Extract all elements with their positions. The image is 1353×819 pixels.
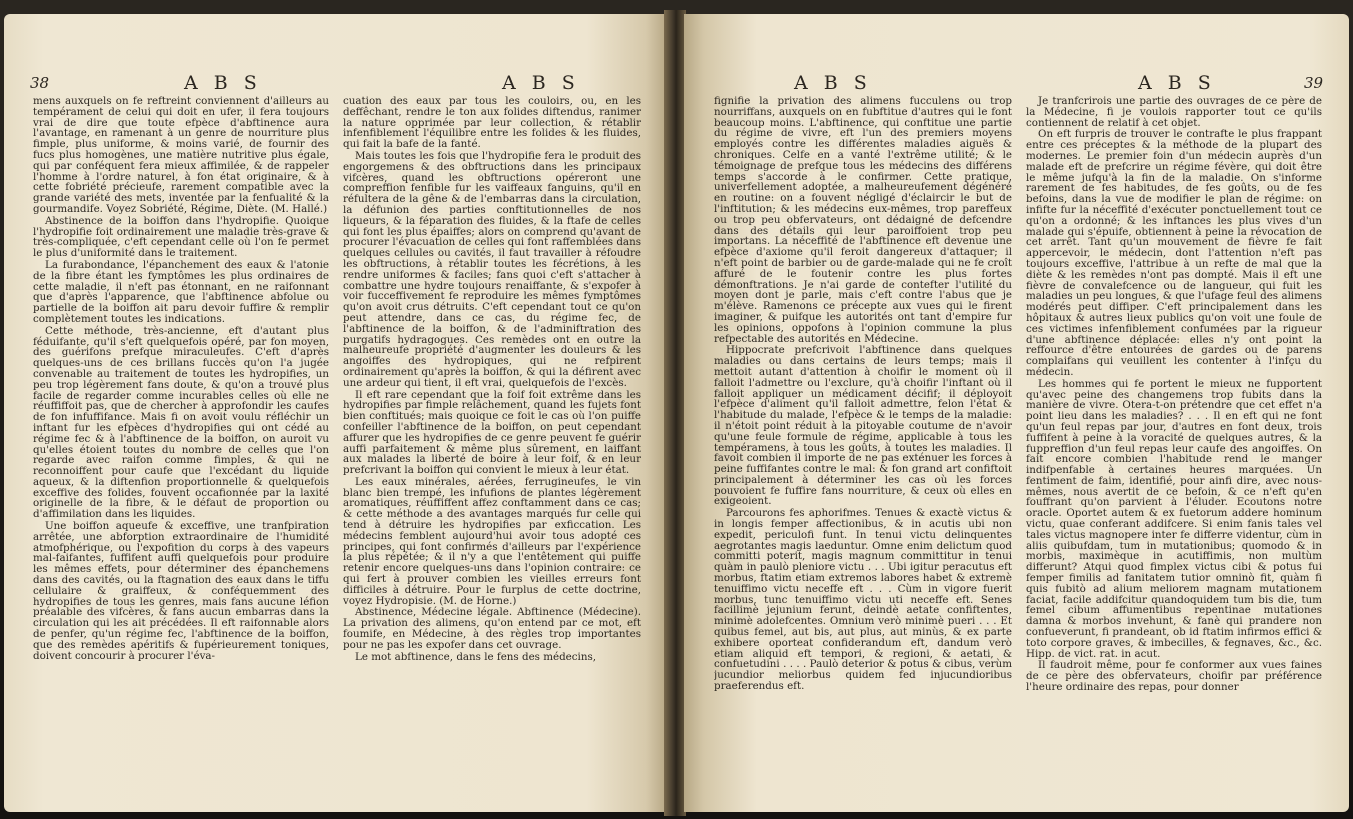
paragraph: Abstinence, Médecine légale. Abftinence (Médecine). La privation des alimens, qu'on entend par ce mot, eft foumife, en Médecine, à des règles trop importantes pour ne pas les expofer dans cet ouvrage.	[343, 606, 641, 651]
right-page	[684, 14, 1349, 812]
paragraph: Je tranfcrirois une partie des ouvrages de ce père de la Médecine, fi je voulois rapporter tout ce qu'ils contiennent de relatif à cet objet.	[1026, 96, 1322, 129]
right-page-column-1	[714, 96, 1012, 812]
running-head-left-2: A B S	[502, 72, 580, 94]
left-page-column-2	[343, 96, 641, 812]
paragraph: Le mot abftinence, dans le fens des médecins,	[355, 650, 597, 663]
right-page-column-2	[1026, 96, 1322, 812]
paragraph: Mais toutes les fois que l'hydropifie fera le produit des engorgemens & des obftructions dans les principaux vifcères, quand les obftructions opéreront une compreffion fenfible fur les vaiffeaux fanguins, qu'il en réfultera de la gêne & de l'embarras dans la circulation, la défunion des parties conftitutionnelles de nos liqueurs, & la féparation des fluides, & la ftafe de celles qui font les plus épaiffes; alors on comprend qu'avant de procurer l'évacuation de celles qui font raffemblées dans quelques cellules ou cavités, il faut travailler à réfoudre les obftructions, à rétablir toutes les fécrétions, à les rendre uniformes & faciles; fans quoi c'eft s'attacher à combattre une hydre toujours renaiffante, & s'expofer à voir fucceffivement fe reproduire les mêmes fymptômes qu'on avoit crus détruits. C'eft cependant tout ce qu'on peut attendre, dans ce cas, du régime fec, de l'abftinence de la boiffon, & de l'adminiftration des purgatifs hydragogues. Ces remèdes ont en outre la malheureufe propriété d'augmenter les douleurs & les angoiffes des hydropiques, qui ne refpirent ordinairement qu'après la boiffon, & qui la défirent avec une ardeur qui tient, il eft vrai, quelquefois de l'excès.	[343, 149, 641, 389]
running-head-right-2: A B S	[1138, 72, 1216, 94]
paragraph: fignifie la privation des alimens fucculens ou trop nourriffans, auxquels on en fubftitue d'autres qui le font beaucoup moins. L'abftinence, qui conftitue une partie du régime de vivre, eft l'un des premiers moyens employés contre les différentes maladies aiguës & chroniques. Celfe en a vanté l'extrême utilité; & le témoignage de prefque tous les médecins des différens temps s'accorde à le confirmer. Cette pratique, univerfellement adoptée, a malheureufement dégénéré en routine: on a fouvent négligé d'éclaircir le but de l'inftitution; & les médecins eux-mêmes, trop pareffeux ou trop peu obfervateurs, ont dédaigné de defcendre dans des détails qui leur paroiffoient trop peu importans. La néceffité de l'abftinence eft devenue une efpèce d'axiome qu'il feroit dangereux d'attaquer; il n'eft point de barbier ou de garde-malade qui ne fe croît affuré de le foutenir contre les plus fortes démonftrations. Je n'ai garde de contefter l'utilité du moyen dont je parle, mais c'eft contre l'abus que je m'élève. Ramenons ce précepte aux vues qui le firent imaginer, & puifque les autorités ont tant d'empire fur les opinions, oppofons à l'opinion commune la plus refpectable des autorités en Médecine.	[714, 96, 1012, 345]
paragraph: Hippocrate prefcrivoit l'abftinence dans quelques maladies ou dans certains de leurs temps; mais il mettoit autant d'attention à choifir le moment où il falloit l'admettre ou l'exclure, qu'à choifir l'inftant où il falloit appliquer un médicament décifif; il déployoit l'efpèce d'aliment qu'il falloit admettre, felon l'état & l'habitude du malade, l'efpèce & le temps de la maladie: il n'étoit point réduit à la pitoyable coutume de n'avoir qu'une feule formule de régime, applicable à tous les tempéramens, à tous les goûts, à toutes les maladies. Il favoit combien il importe de ne pas exténuer les forces à peine fuffifantes contre le mal: & fon grand art confiftoit principalement à déterminer les cas où les forces pouvoient fe fuffire fans nourriture, & ceux où elles en exigeoient.	[714, 344, 1012, 508]
page-number-right: 39	[1304, 74, 1324, 92]
paragraph: La furabondance, l'épanchement des eaux & l'atonie de la fibre étant les fymptômes les plus ordinaires de cette maladie, il n'eft pas étonnant, en ne raifonnant que d'après l'apparence, que l'abftinence abfolue ou partielle de la boiffon ait paru devoir fuffire & remplir complètement toutes les indications.	[33, 258, 329, 325]
running-head-right-1: A B S	[794, 72, 872, 94]
paragraph: Il faudroit même, pour fe conformer aux vues faines de ce père des obfervateurs, choifir par préférence l'heure ordinaire des repas, pour donner	[1026, 659, 1322, 694]
left-page-column-1	[33, 96, 329, 812]
book-gutter	[664, 10, 686, 816]
page-number-left: 38	[30, 74, 50, 92]
left-page	[4, 14, 666, 812]
paragraph: Les eaux minérales, aérées, ferrugineufes, le vin blanc bien trempé, les infufions de plantes légèrement aromatiques, réuffiffent affez conftamment dans ce cas; & cette méthode a des avantages marqués fur celle qui tend à détruire les hydropifies par exficcation. Les médecins femblent aujourd'hui avoir tous adopté ces principes, qui font confirmés d'ailleurs par l'expérience la plus répétée; & il n'y a que l'entêtement qui puiffe retenir encore quelques-uns dans l'opinion contraire: ce qui fert à prouver combien les vieilles erreurs font difficiles à détruire. Pour le furplus de cette doctrine, voyez Hydropisie. (M. de Horne.)	[343, 475, 641, 607]
paragraph: Une boiffon aqueufe & exceffive, une tranfpiration arrêtée, une abforption extraordinaire de l'humidité atmofphérique, ou l'expofition du corps à des vapeurs mal-faifantes, fuffifent auffi quelquefois pour produire les mêmes effets, pour déterminer des épanchemens dans des cavités, ou la ftagnation des eaux dans le tiffu cellulaire & graiffeux, & conféquemment des hydropifies de tous les genres, mais fans aucune léfion préalable des vifcères, & fans aucun embarras dans la circulation qui les ait précédées. Il eft raifonnable alors de penfer, qu'un régime fec, l'abftinence de la boiffon, que des remèdes apéritifs & fupérieurement toniques, doivent concourir à procurer l'éva-	[33, 520, 329, 662]
running-head-left-1: A B S	[184, 72, 262, 94]
paragraph: Cette méthode, très-ancienne, eft d'autant plus féduifante, qu'il s'eft quelquefois opéré, par fon moyen, des guérifons prefque miraculeufes. C'eft d'après quelques-uns de ces brillans fuccès qu'on l'a jugée convenable au traitement de toutes les hydropifies, un peu trop légèrement fans doute, & qu'on a trouvé plus facile de regarder comme incurables celles où elle ne réuffiffoit pas, que de chercher à approfondir les caufes de fon infuffifance. Mais fi on avoit voulu réfléchir un inftant fur les efpèces d'hydropifies qui ont cédé au régime fec & à l'abftinence de la boiffon, on auroit vu qu'elles étoient toutes du nombre de celles que l'on regarde avec raifon comme fimples, & qui ne reconnoiffent pour caufe que l'excédant du liquide aqueux, & la diftenfion proportionnelle & quelquefois exceffive des folides, fouvent occafionnée par la laxité originelle de la fibre, & le défaut de proportion ou d'affimilation dans les liquides.	[33, 324, 329, 521]
paragraph: Il eft rare cependant que la foif foit extrême dans les hydropifies par fimple relâchement, quand les fujets font bien conftitués; mais quoique ce foit le cas où l'on puiffe confeiller l'abftinence de la boiffon, on peut cependant affurer que les hydropifies de ce genre peuvent fe guérir auffi parfaitement & même plus sûrement, en laiffant aux malades la liberté de boire à leur foif, & en leur prefcrivant la boiffon qui convient le mieux à leur état.	[343, 388, 641, 477]
paragraph: Les hommes qui fe portent le mieux ne fupportent qu'avec peine des changemens trop fubits dans la manière de vivre. Otera-t-on prétendre que cet effet n'a point lieu dans les maladies? . . . Il en eft qui ne font qu'un feul repas par jour, d'autres en font deux, trois fuffifent à peine à la voracité de quelques autres, & la fuppreffion d'un feul repas leur caufe des angoiffes. On fait encore combien l'habitude rend le manger indifpenfable à certaines heures marquées. Un fentiment de faim, identifié, pour ainfi dire, avec nous-mêmes, nous avertit de ce befoin, & ce n'eft qu'en fouffrant qu'on parvient à l'éluder. Ecoutons notre oracle. Oportet autem & ex fuetorum addere hominum victu, quae conferant addifcere. Si enim fanis tales vel tales victus magnopere inter fe differre videntur, cùm in aliis quibufdam, tum in mutationibus; quomodo & in morbis, maximèque in acutiffimis, non multùm differunt? Atqui quod fimplex victus cibi & potus fui femper fimilis ad fanitatem tutior omninò fit, quàm fi quis fubitò ad alium meliorem magnam mutationem faciat, facile addifcitur quandoquidem tum bis die, tum femel cibum affumentibus repentinae mutationes damna & morbos invehunt, & fanè qui prandere non confueverunt, fi prandeant, ob id ftatim infirmos effici & toto corpore graves, & imbecilles, & fegnaves, &c., &c. Hipp. de vict. rat. in acut.	[1026, 377, 1322, 660]
paragraph: Parcourons fes aphorifmes. Tenues & exactè victus & in longis femper affectionibus, & in acutis ubi non expedit, periculofi funt. In tenui victu delinquentes aegrotantes magis laeduntur. Omne enim delictum quod committi poterit, magis magnum committitur in tenui quàm in paulò pleniore victu . . . Ubi igitur peracutus eft morbus, ftatim etiam extremos labores habet & extremè tenuiffimo victu neceffe eft . . . Cùm in vigore fuerit morbus, tunc tenuiffimo victu uti neceffe eft. Senes facillimè jejunium ferunt, deindè aetate confiftentes, minimè adolefcentes. Omnium verò minimè pueri . . . Et quibus femel, aut bis, aut plus, aut minùs, & ex parte exhibere oporteat confiderandum eft, dandum verò etiam aliquid eft tempori, & regioni, & aetati, & confuetudini . . . . Paulò deterior & potus & cibus, verùm jucundior meliorbus quidem fed injucundioribus praeferendus eft.	[714, 507, 1012, 693]
paragraph: Abstinence de la boiffon dans l'hydropifie. Quoique l'hydropifie foit ordinairement une maladie très-grave & très-compliquée, c'eft cependant celle où l'on fe permet le plus d'uniformité dans le traitement.	[33, 214, 329, 260]
paragraph: cuation des eaux par tous les couloirs, ou, en les deffêchant, rendre le ton aux folides diftendus, ranimer la nature opprimée par leur collection, & rétablir infenfiblement l'équilibre entre les folides & les fluides, qui fait la bafe de la fanté.	[343, 96, 641, 151]
paragraph: On eft furpris de trouver le contrafte le plus frappant entre ces préceptes & la méthode de la plupart des modernes. Le premier foin d'un médecin auprès d'un malade eft de prefcrire un régime févère, qui doit être le même jufqu'à la fin de la maladie. On s'informe rarement de fes habitudes, de fes goûts, ou de fes befoins, dans la vue de modifier le plan de régime: on infifte fur la néceffité d'exécuter ponctuellement tout ce qu'on a ordonné; & les inftances les plus vives d'un malade qui s'épuife, obtiennent à peine la révocation de cet arrêt. Tant qu'un mouvement de fièvre fe fait appercevoir, le médecin, dont l'attention n'eft pas toujours exceffive, l'attribue à un refte de mal que la diète & les remèdes n'ont pas dompté. Mais il eft une fièvre de convalefcence ou de langueur, qui fuit les maladies un peu longues, & que l'ufage feul des alimens modérés peut diffiper. C'eft principalement dans les hôpitaux & autres lieux publics qu'on voit une foule de ces victimes infenfiblement confumées par la rigueur d'une abftinence déplacée: elles n'y ont point la reffource d'être entourées de gardes ou de parens complaifans qui veuillent les contenter à l'infçu du médecin.	[1026, 128, 1322, 378]
paragraph: mens auxquels on fe reftreint conviennent d'ailleurs au tempérament de celui qui doit en ufer, il fera toujours vrai de dire que toute efpèce d'abftinence aura l'avantage, en ramenant à un genre de nourriture plus fimple, plus uniforme, & moins varié, de fournir des fucs plus homogènes, une matière nutritive plus égale, qui par conféquent fera mieux affimilée, & de rappeler l'homme à l'ordre naturel, à fon état originaire, & à cette fobriété précieufe, rarement compatible avec la grande variété des mets, inventée par la fenfualité & la gourmandife. Voyez Sobriété, Régime, Diète. (M. Hallé.)	[33, 96, 329, 215]
